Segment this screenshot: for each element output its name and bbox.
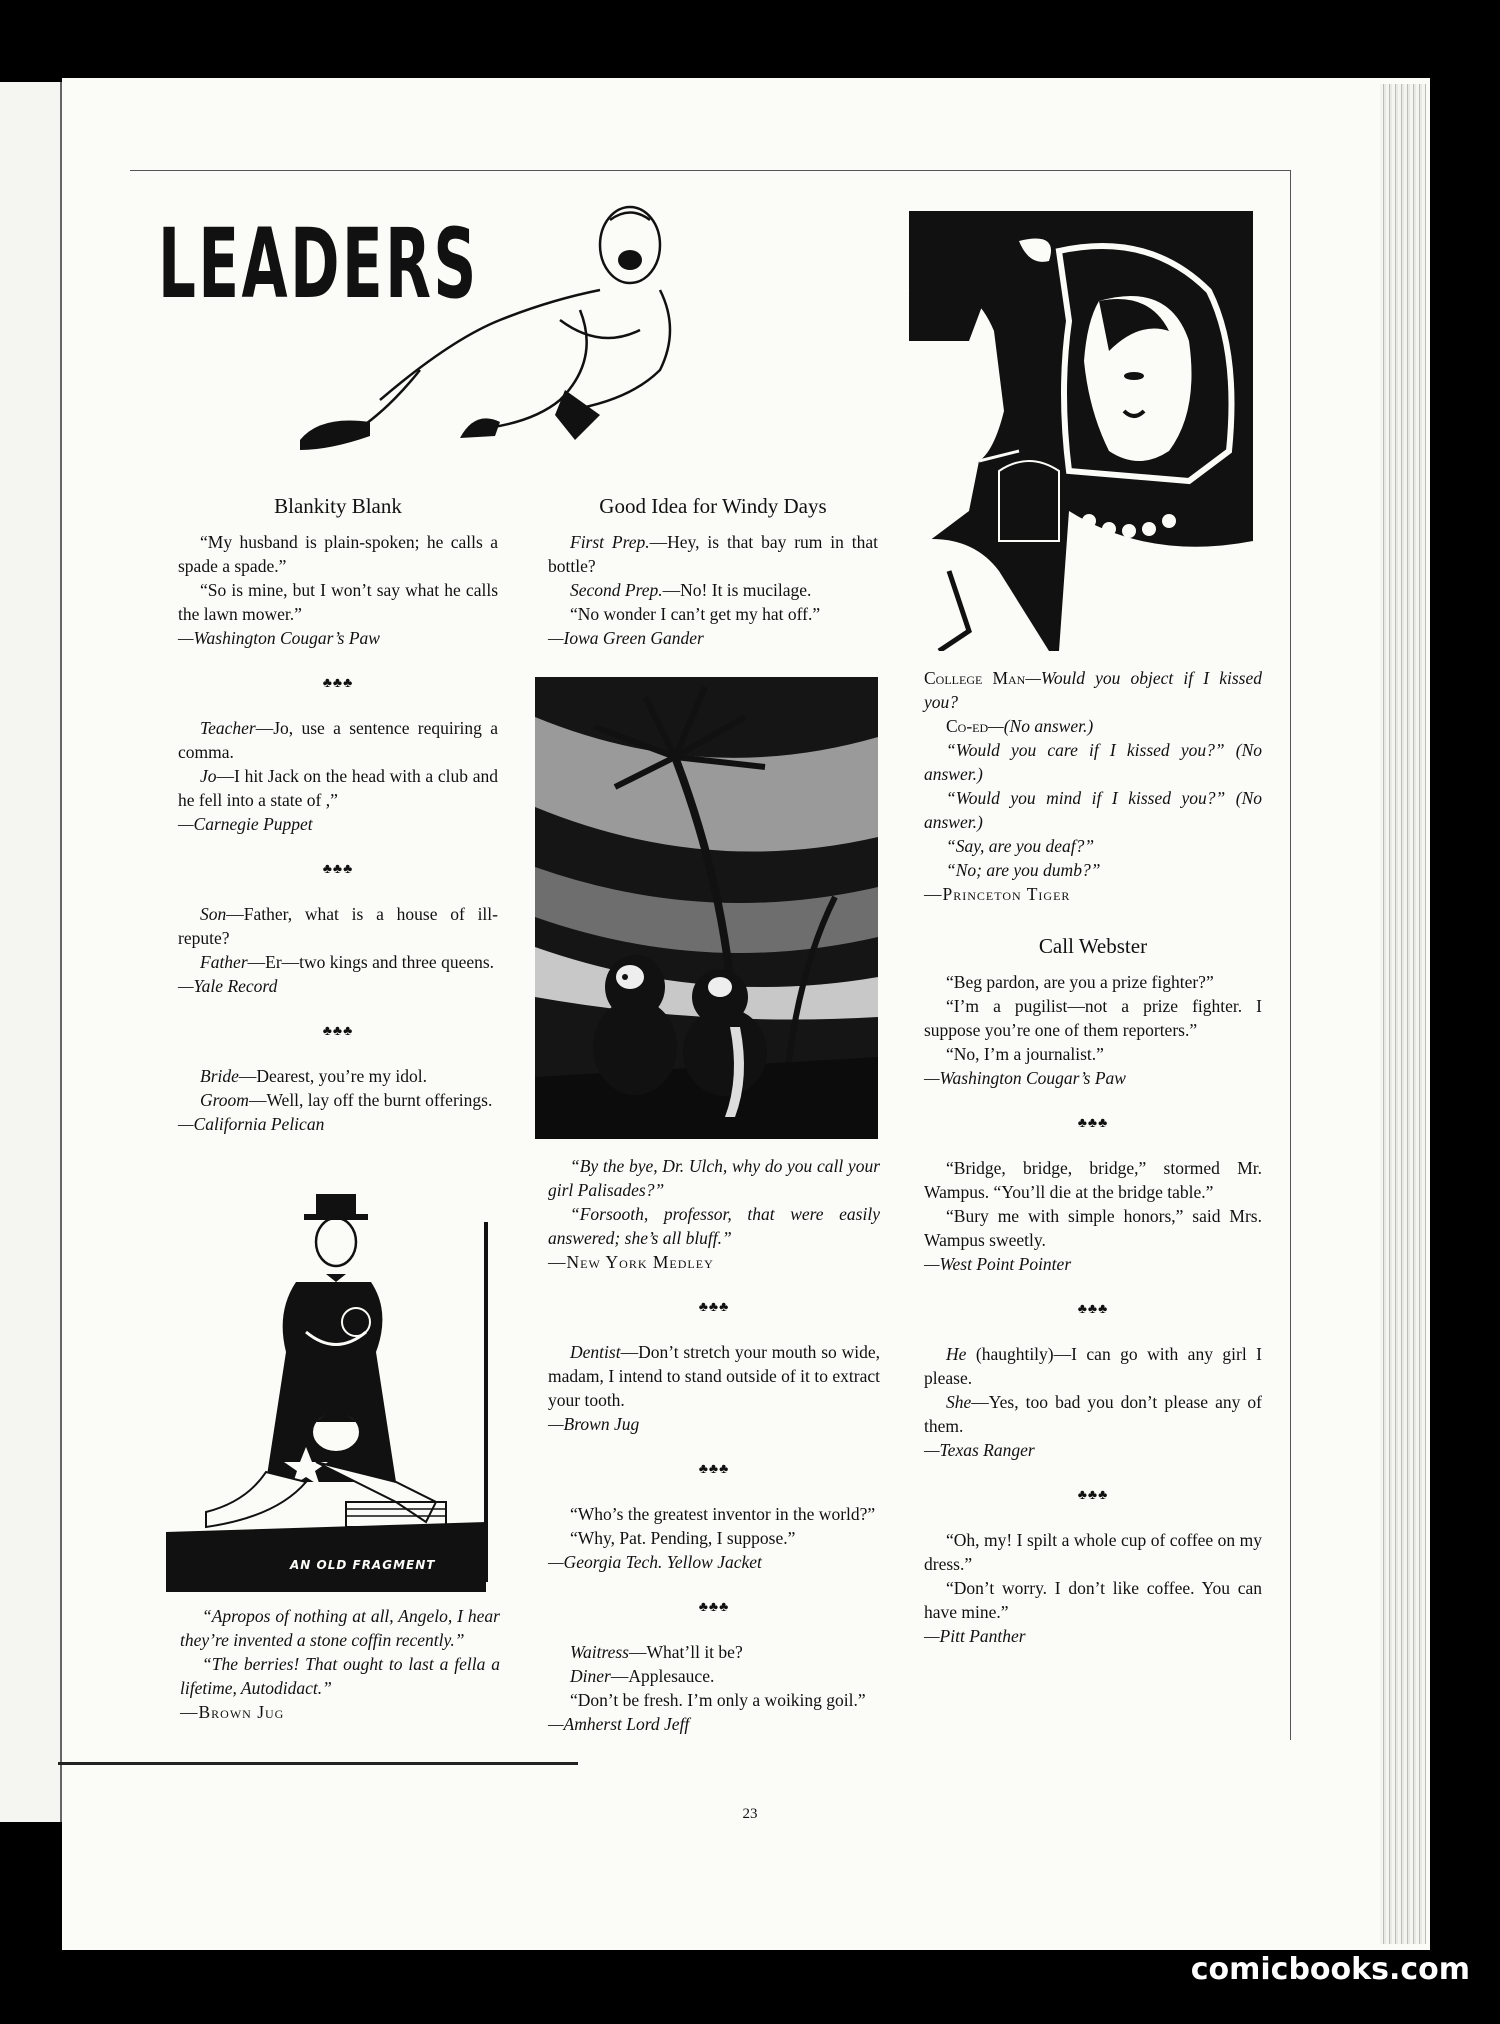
joke-line <box>178 764 498 812</box>
joke-line: “No wonder I can’t get my hat off.” <box>570 604 821 624</box>
joke-source: —West Point Pointer <box>924 1254 1072 1274</box>
frame-line-bottom-left <box>58 1762 578 1765</box>
joke-line <box>178 1088 498 1112</box>
joke-line <box>924 858 1262 882</box>
separator-ornament: ♣♣♣ <box>1077 1116 1109 1131</box>
speaker: Bride <box>200 1066 239 1086</box>
dialogue: “Apropos of nothing at all, Angelo, I hear they’re invented a stone coffin recently.” <box>180 1606 500 1650</box>
speaker: He <box>946 1344 967 1364</box>
dialogue: —Dearest, you’re my idol. <box>238 1066 427 1086</box>
column-middle-bottom <box>548 1154 880 1736</box>
joke-line <box>548 1664 880 1688</box>
heading-good-idea: Good Idea for Windy Days <box>599 494 827 518</box>
separator-ornament: ♣♣♣ <box>698 1462 730 1477</box>
joke-line <box>548 530 878 578</box>
speaker: She <box>946 1392 972 1412</box>
joke-line: “My husband is plain-spoken; he calls a spade a spade.” <box>178 532 498 576</box>
illustration-caption: AN OLD FRAGMENT <box>290 1558 436 1572</box>
joke-line <box>178 1064 498 1088</box>
joke-line <box>924 738 1262 786</box>
frame-line-right <box>1290 170 1291 1740</box>
dialogue: —No! It is mucilage. <box>662 580 812 600</box>
joke-source: —Washington Cougar’s Paw <box>178 628 380 648</box>
joke-line <box>924 666 1262 714</box>
speaker: Teacher <box>200 718 256 738</box>
separator-ornament: ♣♣♣ <box>1077 1488 1109 1503</box>
previous-page-leaf <box>0 82 62 1822</box>
dialogue: —Er—two kings and three queens. <box>247 952 495 972</box>
dialogue: —Would you object if I kissed you? <box>924 668 1262 712</box>
joke-line: “Don’t worry. I don’t like coffee. You can have mine.” <box>924 1578 1262 1622</box>
heading-call-webster: Call Webster <box>1038 934 1148 958</box>
joke-line <box>924 1342 1262 1390</box>
joke-line <box>178 902 498 950</box>
speaker: Waitress <box>570 1642 629 1662</box>
joke-source: —Iowa Green Gander <box>548 628 704 648</box>
frame-line-top <box>130 170 1290 171</box>
joke-line: “I’m a pugilist—not a prize fighter. I suppose you’re one of them reporters.” <box>924 996 1262 1040</box>
dialogue: “The berries! That ought to last a fella a lifetime, Autodidact.” <box>180 1654 500 1698</box>
dialogue: —Applesauce. <box>610 1666 715 1686</box>
column-left-bottom <box>180 1604 500 1724</box>
page-title: LEADERS <box>158 208 479 320</box>
joke-source: —California Pelican <box>178 1114 325 1134</box>
joke-source: —Texas Ranger <box>924 1440 1035 1460</box>
joke-source: —New York Medley <box>548 1252 714 1272</box>
joke-line: “Why, Pat. Pending, I suppose.” <box>570 1528 796 1548</box>
joke-source: —Brown Jug <box>548 1414 640 1434</box>
dialogue: “No; are you dumb?” <box>946 860 1101 880</box>
separator-ornament: ♣♣♣ <box>322 862 354 877</box>
joke-source: —Georgia Tech. Yellow Jacket <box>548 1552 762 1572</box>
dialogue: “Say, are you deaf?” <box>946 836 1095 856</box>
joke-line <box>178 950 498 974</box>
joke-line <box>924 1390 1262 1438</box>
joke-line: “Oh, my! I spilt a whole cup of coffee on my dress.” <box>924 1530 1262 1574</box>
dialogue: —Jo, use a sentence requiring a comma. <box>178 718 498 762</box>
joke-line: “Don’t be fresh. I’m only a woiking goil.” <box>570 1690 866 1710</box>
joke-line: “No, I’m a journalist.” <box>946 1044 1104 1064</box>
separator-ornament: ♣♣♣ <box>322 1024 354 1039</box>
dialogue: —What’ll it be? <box>629 1642 743 1662</box>
speaker: Co-ed <box>946 716 989 736</box>
joke-source: —Pitt Panther <box>924 1626 1026 1646</box>
column-middle-top <box>548 494 878 650</box>
dialogue: “Would you mind if I kissed you?” (No answer.) <box>924 788 1262 832</box>
joke-line <box>180 1652 500 1700</box>
page-stack-edge <box>1380 84 1426 1944</box>
joke-source: —Washington Cougar’s Paw <box>924 1068 1126 1088</box>
dialogue: “Would you care if I kissed you?” (No answer.) <box>924 740 1262 784</box>
separator-ornament: ♣♣♣ <box>322 676 354 691</box>
joke-line: “Bridge, bridge, bridge,” stormed Mr. Wampus. “You’ll die at the bridge table.” <box>924 1158 1262 1202</box>
joke-line: “So is mine, but I won’t say what he calls the lawn mower.” <box>178 580 498 624</box>
joke-line <box>924 834 1262 858</box>
joke-source: —Carnegie Puppet <box>178 814 313 834</box>
joke-line <box>548 1640 880 1664</box>
dialogue: —Yes, too bad you don’t please any of them. <box>924 1392 1262 1436</box>
speaker: First Prep. <box>570 532 650 552</box>
separator-ornament: ♣♣♣ <box>1077 1302 1109 1317</box>
dialogue: —Father, what is a house of ill-repute? <box>178 904 498 948</box>
dialogue: “Forsooth, professor, that were easily answered; she’s all bluff.” <box>548 1204 880 1248</box>
old-fragment-illustration <box>166 1182 506 1592</box>
joke-line <box>548 1202 880 1250</box>
joke-line <box>548 1154 880 1202</box>
joke-source: —Amherst Lord Jeff <box>548 1714 690 1734</box>
joke-line <box>924 786 1262 834</box>
page-number: 23 <box>742 1806 758 1822</box>
speaker: Groom <box>200 1090 249 1110</box>
dialogue: —Well, lay off the burnt offerings. <box>248 1090 493 1110</box>
dialogue: —Don’t stretch your mouth so wide, madam, I intend to stand outside of it to extract your tooth. <box>548 1342 880 1410</box>
speaker: Father <box>200 952 248 972</box>
joke-line <box>178 716 498 764</box>
speaker: Son <box>200 904 227 924</box>
couple-illustration <box>909 211 1253 651</box>
joke-line: “Bury me with simple honors,” said Mrs. Wampus sweetly. <box>924 1206 1262 1250</box>
watermark: comicbooks.com <box>1190 1952 1470 1987</box>
joke-line: “Who’s the greatest inventor in the world?” <box>570 1504 876 1524</box>
speaker: Second Prep. <box>570 580 663 600</box>
dialogue: (haughtily)—I can go with any girl I please. <box>924 1344 1262 1388</box>
joke-line <box>548 578 878 602</box>
joke-source: —Princeton Tiger <box>924 884 1071 904</box>
speaker: College Man <box>924 668 1026 688</box>
separator-ornament: ♣♣♣ <box>698 1300 730 1315</box>
dialogue: —Hey, is that bay rum in that bottle? <box>548 532 878 576</box>
joke-source: —Yale Record <box>178 976 278 996</box>
dialogue: —(No answer.) <box>988 716 1094 736</box>
title-cartoon-illustration <box>300 200 720 460</box>
joke-source: —Brown Jug <box>180 1702 285 1722</box>
speaker: Jo <box>200 766 217 786</box>
dialogue: —I hit Jack on the head with a club and he fell into a state of ,” <box>178 766 498 810</box>
dialogue: “By the bye, Dr. Ulch, why do you call your girl Palisades?” <box>548 1156 880 1200</box>
joke-line: “Beg pardon, are you a prize fighter?” <box>946 972 1214 992</box>
separator-ornament: ♣♣♣ <box>698 1600 730 1615</box>
joke-line <box>180 1604 500 1652</box>
heading-blankity-blank: Blankity Blank <box>274 494 402 518</box>
column-right <box>924 666 1262 1648</box>
speaker: Diner <box>570 1666 611 1686</box>
speaker: Dentist <box>570 1342 621 1362</box>
joke-line <box>924 714 1262 738</box>
column-left <box>178 494 498 1136</box>
joke-line <box>548 1340 880 1412</box>
monkeys-palm-illustration <box>535 677 878 1139</box>
